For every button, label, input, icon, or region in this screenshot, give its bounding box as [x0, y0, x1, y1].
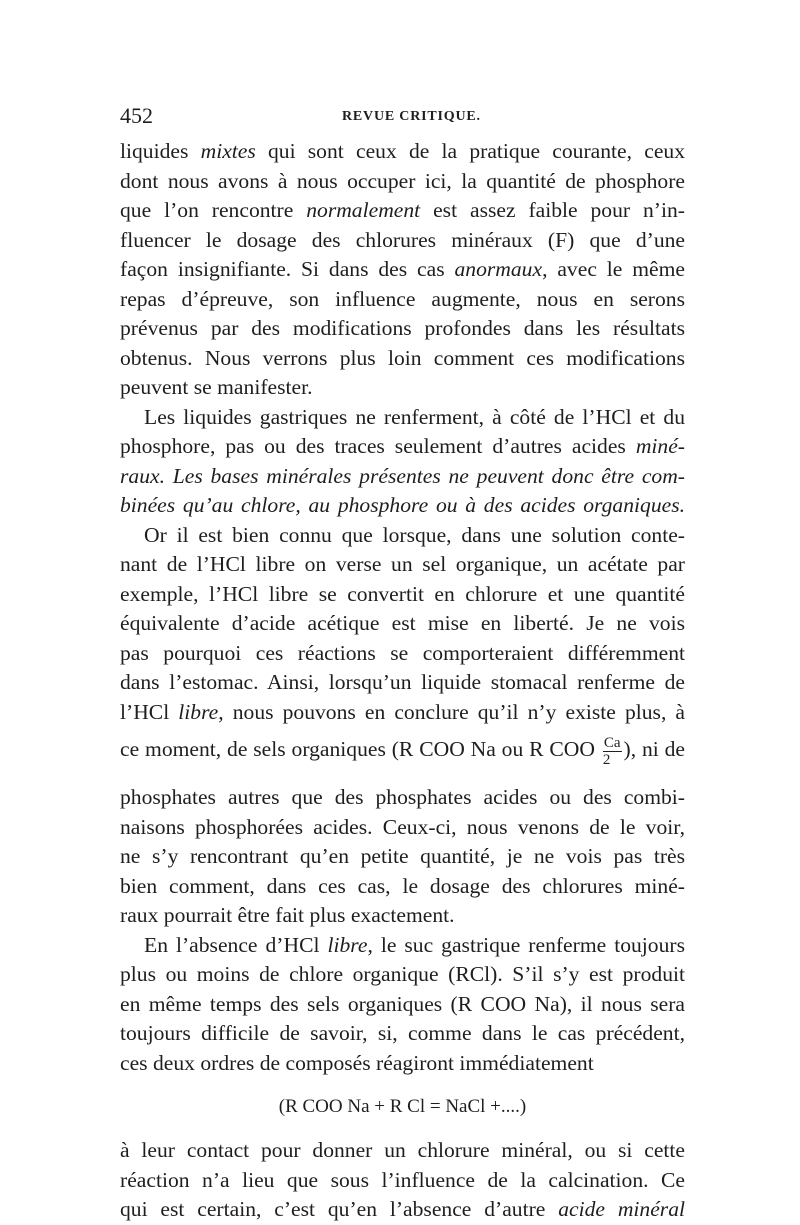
text-line: pas pourquoi ces réactions se comporteraient différemment: [120, 640, 685, 665]
text-line: repas d’épreuve, son influence augmente, nous en serons: [120, 286, 685, 311]
text-line: dont nous avons à nous occuper ici, la quantité de phosphore: [120, 168, 685, 193]
text-line: l’HCl libre, nous pouvons en conclure qu’il n’y existe plus, à: [120, 699, 686, 724]
fraction-denominator: 2: [602, 751, 611, 768]
text-line: obtenus. Nous verrons plus loin comment ces modifications: [120, 345, 685, 370]
text-line: plus ou moins de chlore organique (RCl). S’il s’y est produit: [120, 962, 685, 986]
text-line: phosphore, pas ou des traces seulement d’autres acides miné-: [120, 434, 685, 458]
text-line: peuvent se manifester.: [120, 375, 313, 399]
text-line: exemple, l’HCl libre se convertit en chlorure et une quantité: [120, 581, 685, 606]
text-line: bien comment, dans ces cas, le dosage des chlorures miné-: [120, 873, 685, 898]
text-line: qui est certain, c’est qu’en l’absence d’autre acide minéral: [120, 1197, 685, 1221]
text-line: raux. Les bases minérales présentes ne peuvent donc être com-: [120, 463, 685, 488]
text-line: en même temps des sels organiques (R COO Na), il nous sera: [120, 991, 685, 1016]
text-line: dans l’estomac. Ainsi, lorsqu’un liquide stomacal renferme de: [120, 670, 685, 694]
text-line: phosphates autres que des phosphates acides ou des combi-: [120, 785, 685, 809]
text-line: ne s’y rencontrant qu’en petite quantité, je ne vois pas très: [120, 844, 685, 868]
page-number: 452: [120, 103, 153, 128]
text-line-with-fraction: ce moment, de sels organiques (R COO Na ou R COO $\frac{Ca}{2}$ ), ni de: [120, 734, 685, 768]
body-text: [120, 137, 685, 1225]
text-line: fluencer le dosage des chlorures minéraux (F) que d’une: [120, 227, 685, 252]
chemical-equation: (R COO Na + R Cl = NaCl +....): [278, 1096, 527, 1117]
text-line: Or il est bien connu que lorsque, dans une solution conte-: [144, 522, 685, 547]
fraction-numerator: Ca: [603, 734, 621, 751]
text-line: En l’absence d’HCl libre, le suc gastrique renferme toujours: [144, 932, 685, 957]
text-line: ces deux ordres de composés réagiront immédiatement: [120, 1050, 594, 1075]
text-line: Les liquides gastriques ne renferment, à côté de l’HCl et du: [144, 404, 685, 429]
text-line: binées qu’au chlore, au phosphore ou à des acides organiques.: [120, 493, 685, 517]
text-line: liquides mixtes qui sont ceux de la pratique courante, ceux: [120, 139, 686, 163]
text-line: que l’on rencontre normalement est assez faible pour n’in-: [120, 198, 685, 222]
page-header: [120, 103, 685, 131]
text-line: toujours difficile de savoir, si, comme dans le cas précédent,: [120, 1021, 685, 1045]
running-head: REVUE CRITIQUE.: [342, 109, 481, 124]
text-line: nant de l’HCl libre on verse un sel organique, un acétate par: [120, 552, 685, 576]
text-line: équivalente d’acide acétique est mise en liberté. Je ne vois: [120, 611, 685, 635]
text-line: prévenus par des modifications profondes dans les résultats: [120, 316, 685, 340]
text-line: façon insignifiante. Si dans des cas anormaux, avec le même: [120, 257, 685, 281]
text-line: raux pourrait être fait plus exactement.: [120, 903, 455, 927]
text-line: à leur contact pour donner un chlorure minéral, ou si cette: [120, 1138, 685, 1162]
text-line: réaction n’a lieu que sous l’influence de la calcination. Ce: [120, 1167, 685, 1192]
calcium-fraction: [603, 735, 622, 768]
text-line: naisons phosphorées acides. Ceux-ci, nous venons de le voir,: [120, 814, 685, 839]
